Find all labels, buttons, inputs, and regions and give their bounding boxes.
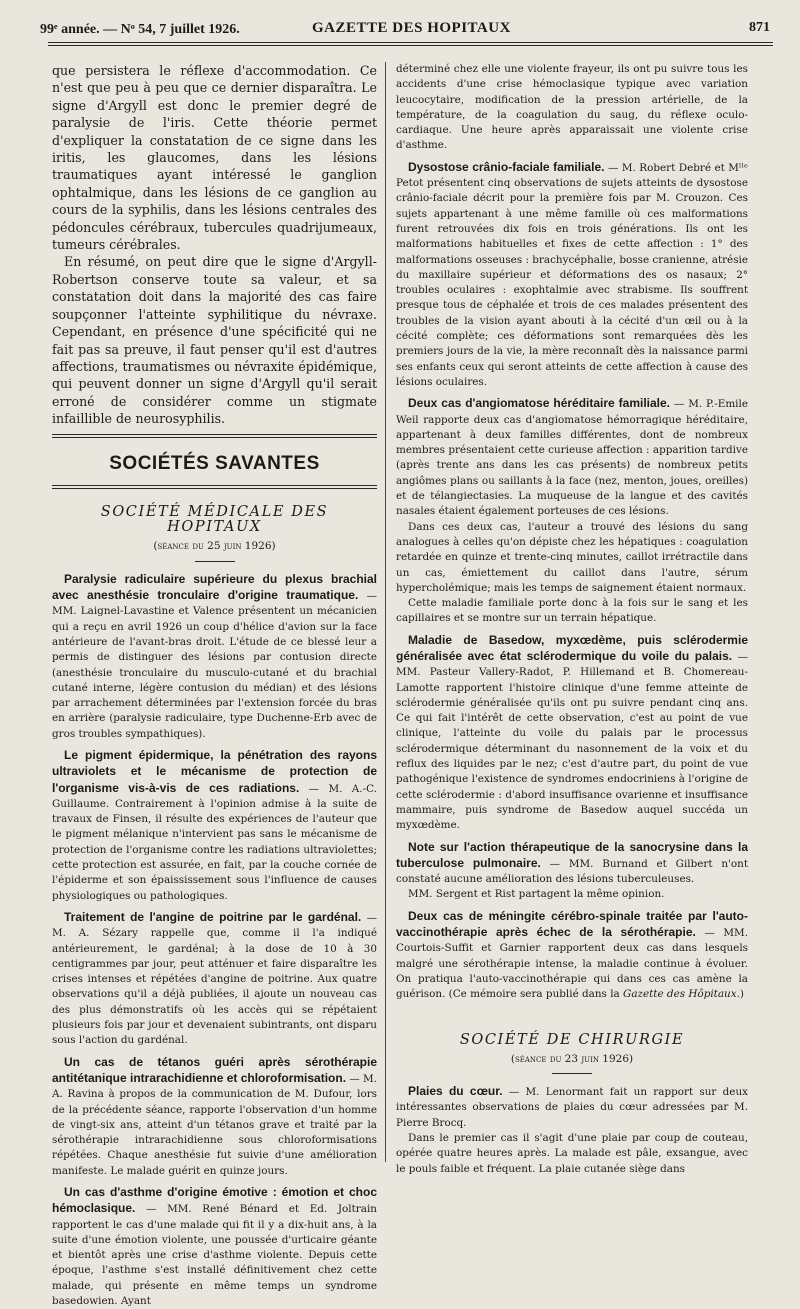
paragraph: déterminé chez elle une violente frayeur, ils ont pu suivre tous les accidents d'une crise hémoclasique typique avec variation leucocytaire, modification de la pression artérielle, de la température, de la coagulation du saug, du réflexe oculo-cardiaque. Une heure après apparaissait une violente crise d'asthme.: [396, 63, 748, 152]
column-divider: [385, 62, 386, 1162]
article: [396, 1084, 748, 1131]
article-title: Traitement de l'angine de poitrine par le gardénal.: [64, 909, 362, 924]
header-rule: [48, 42, 773, 43]
article-body-end: .): [736, 988, 744, 1001]
journal-reference: Gazette des Hôpitaux: [623, 988, 737, 1001]
issue-info: 99ᵉ année. — Nᵒ 54, 7 juillet 1926.: [40, 22, 240, 37]
paragraph: que persistera le réflexe d'accommodation. Ce n'est que peu à peu que ce dernier disparaîtra. Le signe d'Argyll est donc le premier degré de paralysie de l'iris. Cette théorie permet d'expliquer la constatation de ce signe dans les iritis, les glaucomes, dans les lésions traumatiques ayant intéressé le ganglion ophtalmique, dans les lésions de ce ganglion au cours de la syphilis, dans les lésions centrales des pédoncules cérébraux, tubercules quadrijumeaux, tumeurs cérébrales.: [52, 63, 377, 253]
journal-title: GAZETTE DES HOPITAUX: [312, 20, 511, 36]
article: [52, 1055, 377, 1179]
right-column: [396, 62, 748, 1177]
article-title: Deux cas d'angiomatose héréditaire familiale.: [408, 396, 671, 411]
paragraph: Cette maladie familiale porte donc à la fois sur le sang et les capillaires et se montre sur un terrain hépatique.: [396, 597, 748, 625]
article-body: — MM. Pasteur Vallery-Radot, P. Hillemand et B. Chomereau-Lamotte rapportent l'histoire clinique d'une femme atteinte de sclérodermie généralisée qu'ils ont pu suivre pendant cinq ans. Ce qui fait l'intérêt de cette observation, c'est au point de vue clinique, l'atteinte du voile du palais par le processus sclérodermique déterminant du nasonnement de la voix et du reflux des liquides par le nez; c'est d'autre part, du point de vue pathogénique l'existence de syndromes endocriniens à l'origine de cette sclérodermie : d'abord insuffisance ovarienne et insuffisance mammaire, puis syndrome de Basedow auquel succéda un myxœdème.: [396, 650, 748, 832]
article-body: — M. A.-C. Guillaume. Contrairement à l'opinion admise à la suite de travaux de Finsen, il résulte des expériences de l'auteur que le pigment mélanique n'intervient pas sans le mécanisme de protection de l'organisme contre les radiations ultraviolettes; cette protection est assurée, en fait, par la couche cornée de l'épiderme et son épaississement sous l'influence de causes physiologiques ou pathologiques.: [52, 782, 377, 902]
article: [396, 396, 748, 519]
article: [52, 748, 377, 904]
society-title: SOCIÉTÉ MÉDICALE DES HOPITAUX: [100, 503, 329, 536]
article-body: — MM. Laignel-Lavastine et Valence présentent un mécanicien qui a reçu en avril 1926 un coup d'hélice d'avion sur la face antérieure de l'avant-bras droit. L'étude de ce blessé leur a permis de distinguer des lésions par contusion directe (anesthésie tronculaire du musculo-cutané et du brachial cutané interne, légère contusion du médian) et des lésions par arrachement déterminées par l'extension forcée du bras en arrière (paralysie radiculaire, type Duchenne-Erb avec de gros troubles sympathiques).: [52, 590, 377, 740]
left-column: [52, 62, 377, 1309]
paragraph: En résumé, on peut dire que le signe d'Argyll-Robertson conserve toute sa valeur, et sa constatation doit dans la majorité des cas faire soupçonner l'atteinte syphilitique du névraxe. Cependant, en présence d'une spécificité qui ne fait pas sa preuve, il faut penser qu'il est d'autres affections, traumatismes ou névraxite épidémique, qui peuvent donner un signe d'Argyll qu'il serait erroné de considérer comme un stigmate infaillible de neurosyphilis.: [52, 254, 377, 427]
session-date: (séance du 25 juin 1926): [153, 540, 276, 553]
article-title: Dysostose crânio-faciale familiale.: [408, 159, 605, 174]
article: [52, 1185, 377, 1309]
article-title: Paralysie radiculaire supérieure du plexus brachial avec anesthésie tronculaire d'origine traumatique.: [52, 571, 377, 603]
article-body: — M. P.-Emile Weil rapporte deux cas d'angiomatose hémorragique héréditaire, appartenant à deux familles différentes, dont de nombreux membres présentaient cette curieuse affection : apparition tardive (après trente ans dans les cas présents) de nombreux petits angiômes plans ou saillants à la face (nez, menton, joues, oreilles) et de télangiectasies. La muqueuse de la langue et des cavités nasales étaient également porteuses de ces lésions.: [396, 398, 748, 518]
section-rules: [52, 485, 377, 489]
article-body: — MM. René Bénard et Ed. Joltrain rapportent le cas d'une malade qui fit il y a dix-huit ans, à la suite d'une émotion violente, une poussée d'urticaire géante et bientôt après une crise d'asthme violente. Depuis cette époque, l'asthme s'est installé définitivement chez cette malade, qui présente en même temps un syndrome basedowien. Ayant: [52, 1203, 377, 1308]
article-title: Deux cas de méningite cérébro-spinale traitée par l'auto-vaccinothérapie après échec de la sérothérapie.: [396, 908, 748, 940]
article-body: — MM. Courtois-Suffit et Garnier rapportent deux cas dans lesquels malgré une sérothérapie intense, la maladie continue à évoluer. On pratiqua l'auto-vaccinothérapie qui dans ces cas amène la guérison. (Ce mémoire sera publié dans la: [396, 927, 748, 1001]
page-header: [40, 18, 770, 40]
article-body: — M. Robert Debré et Mˡˡᵉ Petot présentent cinq observations de sujets atteints de dysostose crânio-faciale décrit pour la première fois par M. Crouzon. Ces sujets appartenant à une même famille où ces malformations furent retrouvées dix fois en trois générations. Ils ont les malformations habituelles et fixes de cette affection : 1° des malformations osseuses : brachycéphalie, bosse cranienne, atrésie du maxillaire supérieur et déformations des os nasaux; 2° troubles oculaires : exophtalmie avec strabisme. Ils souffrent presque tous de céphalée et trois de ces malades présentent des troubles de la vision ayant abouti à la cécité d'un œil ou à la cécité complète; ces déformations sont remarquées dès les premiers jours de la vie, la mère reconnaît dès la naissance parmi ses enfants ceux qui seront atteints de cette affection à cause des lésions oculaires.: [396, 161, 748, 388]
paragraph: Dans le premier cas il s'agit d'une plaie par coup de couteau, opérée quatre heures après. La malade est pâle, exsangue, avec le pouls faible et fréquent. La plaie cutanée siège dans: [396, 1132, 748, 1175]
section-title: SOCIÉTÉS SAVANTES: [109, 452, 320, 474]
session-date: (séance du 23 juin 1926): [510, 1052, 634, 1065]
article: [396, 840, 748, 888]
divider: [195, 561, 235, 562]
article-body: — M. A. Sézary rappelle que, comme il l'a indiqué antérieurement, le gardénal; à la dose de 10 à 30 centigrammes par jour, peut atténuer et faire disparaître les crises intenses et répétées d'angine de poitrine. Aux quatre observations qu'il a déjà publiées, il ajoute un nouveau cas des plus démonstratifs où les accès qui se répétaient plusieurs fois par jour et devenaient subintrants, ont disparu sous l'action du gardénal.: [52, 911, 377, 1047]
article-body: — M. Lenormant fait un rapport sur deux intéressantes observations de plaies du cœur adressées par M. Pierre Brocq.: [396, 1086, 748, 1129]
article: [52, 910, 377, 1049]
article-title: Maladie de Basedow, myxœdème, puis sclérodermie généralisée avec état sclérodermique du voile du palais.: [396, 632, 748, 663]
article-title: Le pigment épidermique, la pénétration des rayons ultraviolets et le mécanisme de protection de l'organisme vis-à-vis de ces radiations.: [52, 747, 377, 795]
paragraph: MM. Sergent et Rist partagent la même opinion.: [408, 888, 665, 901]
society-title: SOCIÉTÉ DE CHIRURGIE: [459, 1031, 685, 1048]
article: [52, 572, 377, 742]
article-body: — MM. Burnand et Gilbert n'ont constaté aucune amélioration des lésions tuberculeuses.: [396, 857, 749, 886]
article-title: Plaies du cœur.: [408, 1084, 503, 1099]
header-rule-2: [48, 45, 773, 46]
divider: [552, 1073, 592, 1074]
page-number: 871: [749, 20, 770, 35]
section-rules: [52, 434, 377, 438]
article-title: Un cas de tétanos guéri après sérothérapie antitétanique intrarachidienne et chloroformisation.: [52, 1054, 377, 1085]
article-title: Note sur l'action thérapeutique de la sanocrysine dans la tuberculose pulmonaire.: [396, 839, 748, 870]
article: [396, 160, 748, 390]
article: [396, 633, 748, 834]
article: [396, 909, 748, 1003]
article-title: Un cas d'asthme d'origine émotive : émotion et choc hémoclasique.: [52, 1185, 377, 1216]
paragraph: Dans ces deux cas, l'auteur a trouvé des lésions du sang analogues à celles qu'on dépiste chez les hépatiques : coagulation retardée en quinze et trente-cinq minutes, caillot irrétractile dans un cas, émiettement du caillot dans l'autre, sérum hypercholémique; mais les temps de saignement étaient normaux.: [396, 520, 748, 594]
article-body: — M. A. Ravina à propos de la communication de M. Dufour, lors de la précédente séance, rapporte l'observation d'un homme de vingt-six ans, atteint d'un tétanos grave et traité par la sérothérapie intrarachidienne sous chloroformisations répétées. Chaque anesthésie fut suivie d'une amélioration manifeste. Le malade guérit en quinze jours.: [52, 1072, 377, 1177]
